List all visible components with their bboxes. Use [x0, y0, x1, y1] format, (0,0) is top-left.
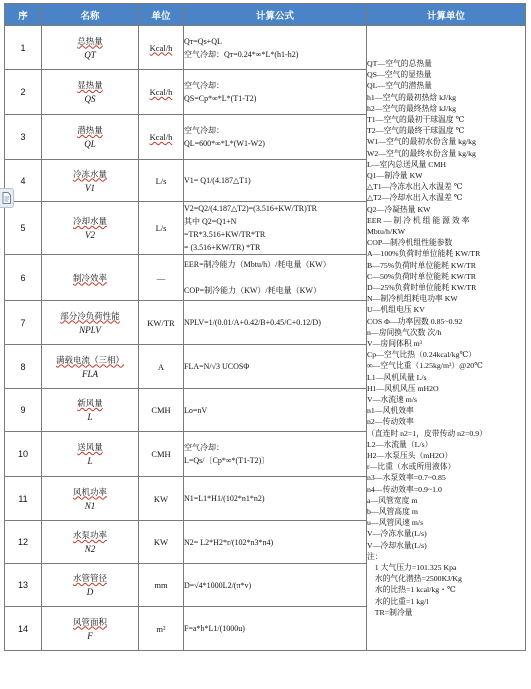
note-line: COP—制冷机组性能参数	[367, 238, 453, 248]
row-unit: Kcal/h	[149, 87, 173, 97]
row-formula-cell	[184, 607, 367, 651]
row-symbol: F	[87, 630, 93, 641]
row-symbol: QS	[84, 94, 96, 104]
row-formula-cell	[184, 255, 367, 301]
row-name-cell	[42, 432, 139, 477]
note-line: L2—水流量（L/s）	[367, 439, 433, 449]
note-line: C—50%负荷时单位能耗 KW/TR	[367, 271, 476, 281]
row-symbol: QT	[84, 49, 96, 60]
note-line: Q1—制冷量 KW	[367, 170, 423, 180]
row-unit-cell	[139, 607, 184, 651]
row-index: 14	[5, 607, 42, 651]
note-line: N—制冷机组耗电功率 KW	[367, 294, 458, 304]
formula-line: COP=制冷能力（KW）/耗电量（KW）	[184, 286, 321, 295]
note-line: b—风管高度 m	[367, 507, 418, 517]
formula-line: 空气冷却：	[184, 126, 224, 135]
formula-line: QL=600*∞*L*(W1-W2)	[184, 139, 265, 148]
row-index: 13	[5, 564, 42, 607]
row-formula-cell	[184, 160, 367, 202]
row-name: 冷冻水量	[72, 168, 107, 179]
header-notes: 计算单位	[367, 4, 526, 26]
row-symbol: QL	[84, 139, 96, 149]
row-index: 7	[5, 301, 42, 345]
row-index: 9	[5, 389, 42, 432]
row-name-cell	[42, 26, 139, 70]
row-formula-cell	[184, 521, 367, 564]
note-line: 水的比重=1 kg/l	[367, 596, 429, 606]
row-name-cell	[42, 70, 139, 115]
row-formula-cell	[184, 345, 367, 389]
formula-line: Qт=Qs+QL	[184, 36, 222, 46]
row-symbol: N1	[84, 500, 96, 511]
row-name-cell	[42, 607, 139, 651]
row-name-cell	[42, 160, 139, 202]
row-unit: Kcal/h	[149, 42, 173, 53]
note-line: △T2—冷却水出入水温差 ℃	[367, 193, 463, 203]
note-line: 水的比热=1 kcal/kg・℃	[367, 585, 456, 595]
header-unit: 单位	[139, 4, 184, 26]
row-name-cell	[42, 202, 139, 255]
row-symbol: V1	[85, 182, 95, 193]
note-line: V—房间体积 m³	[367, 339, 422, 348]
row-name: 制冷效率	[72, 272, 107, 283]
row-formula-cell	[184, 115, 367, 160]
row-unit: Kcal/h	[149, 132, 173, 142]
row-unit-cell	[139, 70, 184, 115]
row-name-cell	[42, 255, 139, 301]
formula-line: 空气冷却：Qт=0.24*∞*L*(h1-h2)	[184, 49, 299, 59]
row-name: 冷却水量	[72, 216, 107, 226]
units-notes-cell	[367, 26, 526, 651]
note-line: TR=制冷量	[367, 607, 413, 617]
note-line: h1—空气的最初热焓 kJ/kg	[367, 92, 457, 102]
formula-line: QS=Cp*∞*L*(T1-T2)	[184, 94, 257, 103]
row-name: 潜热量	[77, 125, 103, 135]
row-formula-cell	[184, 301, 367, 345]
note-line: L1—风机风量 L/s	[367, 372, 427, 382]
row-index: 5	[5, 202, 42, 255]
note-line: W2—空气的最终水份含量 kg/kg	[367, 148, 476, 158]
note-line: a—风管宽度 m	[367, 495, 418, 505]
row-formula-cell	[184, 432, 367, 477]
formula-line	[184, 271, 366, 284]
row-unit: KW	[153, 493, 169, 504]
row-symbol: NPLV	[79, 324, 101, 335]
row-index: 12	[5, 521, 42, 564]
row-index: 4	[5, 160, 42, 202]
row-symbol: L	[87, 456, 93, 466]
note-line: H2—水泵压头（mH2O）	[367, 451, 453, 461]
row-unit: KW/TR	[147, 317, 175, 328]
note-line: Q2—冷凝热量 KW	[367, 204, 431, 214]
row-unit: L/s	[155, 223, 167, 233]
table-row	[5, 26, 526, 70]
row-unit-cell	[139, 301, 184, 345]
note-line: EER — 制 冷 机 组 能 源 效 率	[367, 215, 470, 225]
row-name-cell	[42, 564, 139, 607]
row-unit: KW	[153, 537, 169, 547]
note-line: V—水流速 m/s	[367, 395, 418, 405]
document-icon[interactable]	[0, 188, 14, 208]
header-name: 名称	[42, 4, 139, 26]
row-name-cell	[42, 345, 139, 389]
row-unit-cell	[139, 202, 184, 255]
note-line: 注：	[367, 551, 383, 561]
row-index: 1	[5, 26, 42, 70]
row-unit: CMH	[151, 405, 171, 415]
row-name: 水管管径	[72, 573, 107, 583]
note-line: H1—风机风压 mH2O	[367, 383, 439, 393]
formula-line: NPLV=1/(0.01/A+0.42/B+0.45/C+0.12/D)	[184, 318, 321, 327]
row-name: 总热量	[77, 35, 103, 46]
note-line: U—机组电压 KV	[367, 305, 425, 315]
formula-line: 其中 Q2=Q1+N	[184, 217, 237, 226]
row-index: 11	[5, 477, 42, 521]
note-line: n3—水泵效率=0.7~0.85	[367, 473, 446, 483]
row-name: 水泵功率	[72, 530, 107, 540]
note-line: 1 大气压力=101.325 Kpa	[367, 563, 457, 573]
formula-line: N2= L2*H2*r/(102*n3*n4)	[184, 537, 274, 547]
note-line: 水的气化潜热=2500KJ/Kg	[367, 574, 462, 584]
formula-line: EER=制冷能力（Mbtu/h）/耗电量（KW）	[184, 260, 331, 269]
header-idx: 序	[5, 4, 42, 26]
row-unit-cell	[139, 477, 184, 521]
note-line: A—100%负荷时单位能耗 KW/TR	[367, 249, 481, 259]
formula-line: =TR*3.516+KW/TR*TR	[184, 230, 266, 239]
row-symbol: L	[87, 412, 93, 422]
row-name-cell	[42, 521, 139, 564]
note-line: n—房间换气次数 次/h	[367, 327, 442, 337]
formula-line: N1=L1*H1/(102*n1*n2)	[184, 494, 265, 503]
note-line: COS Φ—功率因数 0.85~0.92	[367, 316, 463, 326]
row-index: 10	[5, 432, 42, 477]
row-index: 3	[5, 115, 42, 160]
formula-line: 空气冷却：	[184, 81, 224, 90]
note-line: n2—传动效率	[367, 417, 414, 427]
row-name-cell	[42, 115, 139, 160]
row-name: 显热量	[77, 80, 103, 90]
row-unit-cell	[139, 389, 184, 432]
formula-line: = (3.516+KW/TR) *TR	[184, 243, 261, 252]
row-unit: mm	[154, 580, 168, 590]
note-line: W1—空气的最初水份含量 kg/kg	[367, 137, 476, 147]
row-formula-cell	[184, 26, 367, 70]
row-unit-cell	[139, 160, 184, 202]
note-line: L—室内总送风量 CMH	[367, 159, 447, 169]
row-unit-cell	[139, 564, 184, 607]
row-unit-cell	[139, 345, 184, 389]
row-symbol: V2	[85, 230, 95, 240]
row-unit: A	[157, 361, 165, 372]
row-formula-cell	[184, 70, 367, 115]
note-line: T2—空气的最终干球温度 ℃	[367, 126, 465, 136]
note-line: D—25%负荷时单位能耗 KW/TR	[367, 282, 477, 292]
note-line: V—冷冻水量(L/s)	[367, 529, 427, 539]
note-line: B—75%负荷时单位能耗 KW/TR	[367, 260, 476, 270]
row-unit-cell	[139, 521, 184, 564]
row-name-cell	[42, 389, 139, 432]
row-unit-cell	[139, 255, 184, 301]
row-symbol: N2	[84, 544, 96, 554]
note-line: QT—空气的总热量	[367, 58, 432, 68]
row-name-cell	[42, 301, 139, 345]
row-unit: L/s	[155, 175, 167, 186]
note-line: T1—空气的最初干球温度 ℃	[367, 114, 465, 124]
formula-line: L=Qs/〔Cp*∞*(T1-T2)〕	[184, 456, 270, 465]
row-formula-cell	[184, 202, 367, 255]
row-unit: CMH	[151, 449, 171, 459]
note-line: V—冷却水量(L/s)	[367, 540, 427, 550]
row-formula-cell	[184, 477, 367, 521]
formula-line: FLA=N/√3 UCOSΦ	[184, 362, 250, 371]
row-formula-cell	[184, 389, 367, 432]
note-line: n4—传动效率=0.9~1.0	[367, 484, 442, 494]
note-line: ∞—空气比重（1.25kg/m³）@20℃	[367, 361, 483, 371]
row-formula-cell	[184, 564, 367, 607]
note-line: QL—空气的潜热量	[367, 81, 432, 91]
note-line: △T1—冷冻水出入水温差 ℃	[367, 182, 463, 192]
row-unit-cell	[139, 115, 184, 160]
formula-line: Lo=nV	[184, 405, 208, 415]
row-name: 风管面积	[72, 616, 107, 627]
formula-table	[4, 3, 526, 651]
formula-line: V2=Q2/(4.187△T2)=(3.516+KW/TR)TR	[184, 204, 318, 213]
row-name: 风机功率	[72, 486, 107, 497]
formula-line: 空气冷却：	[184, 443, 224, 452]
row-name-cell	[42, 477, 139, 521]
row-unit: m²	[156, 623, 166, 634]
row-name: 部分冷负荷性能	[60, 310, 120, 321]
note-line: h2—空气的最终热焓 kJ/kg	[367, 103, 457, 113]
row-symbol: D	[86, 587, 94, 597]
row-index: 2	[5, 70, 42, 115]
note-line: r—比重（水或所用液体）	[367, 462, 456, 472]
row-unit-cell	[139, 26, 184, 70]
header-formula: 计算公式	[184, 4, 367, 26]
formula-line: F=a*b*L1/(1000u)	[184, 624, 245, 633]
row-name: 送风量	[77, 442, 103, 452]
row-name: 满载电流（三相）	[55, 354, 124, 365]
note-line: u—风管风速 m/s	[367, 518, 424, 528]
note-line: Mbtu/h/KW	[367, 226, 406, 236]
row-name: 新风量	[77, 398, 103, 408]
note-line: （直连时 n2=1，皮带传动 n2=0.9）	[367, 428, 487, 438]
note-line: QS—空气的显热量	[367, 70, 432, 80]
note-line: n1—风机效率	[367, 406, 414, 416]
row-index: 8	[5, 345, 42, 389]
header-row	[5, 4, 526, 26]
note-line: Cp—空气比热（0.24kcal/kg℃）	[367, 350, 476, 360]
row-index: 6	[5, 255, 42, 301]
formula-line: V1= Q1/(4.187△T1)	[184, 176, 251, 185]
row-symbol: FLA	[81, 368, 98, 379]
formula-line: D=√4*1000L2/(π*v)	[184, 580, 252, 590]
row-unit-cell	[139, 432, 184, 477]
row-unit: —	[156, 272, 166, 283]
